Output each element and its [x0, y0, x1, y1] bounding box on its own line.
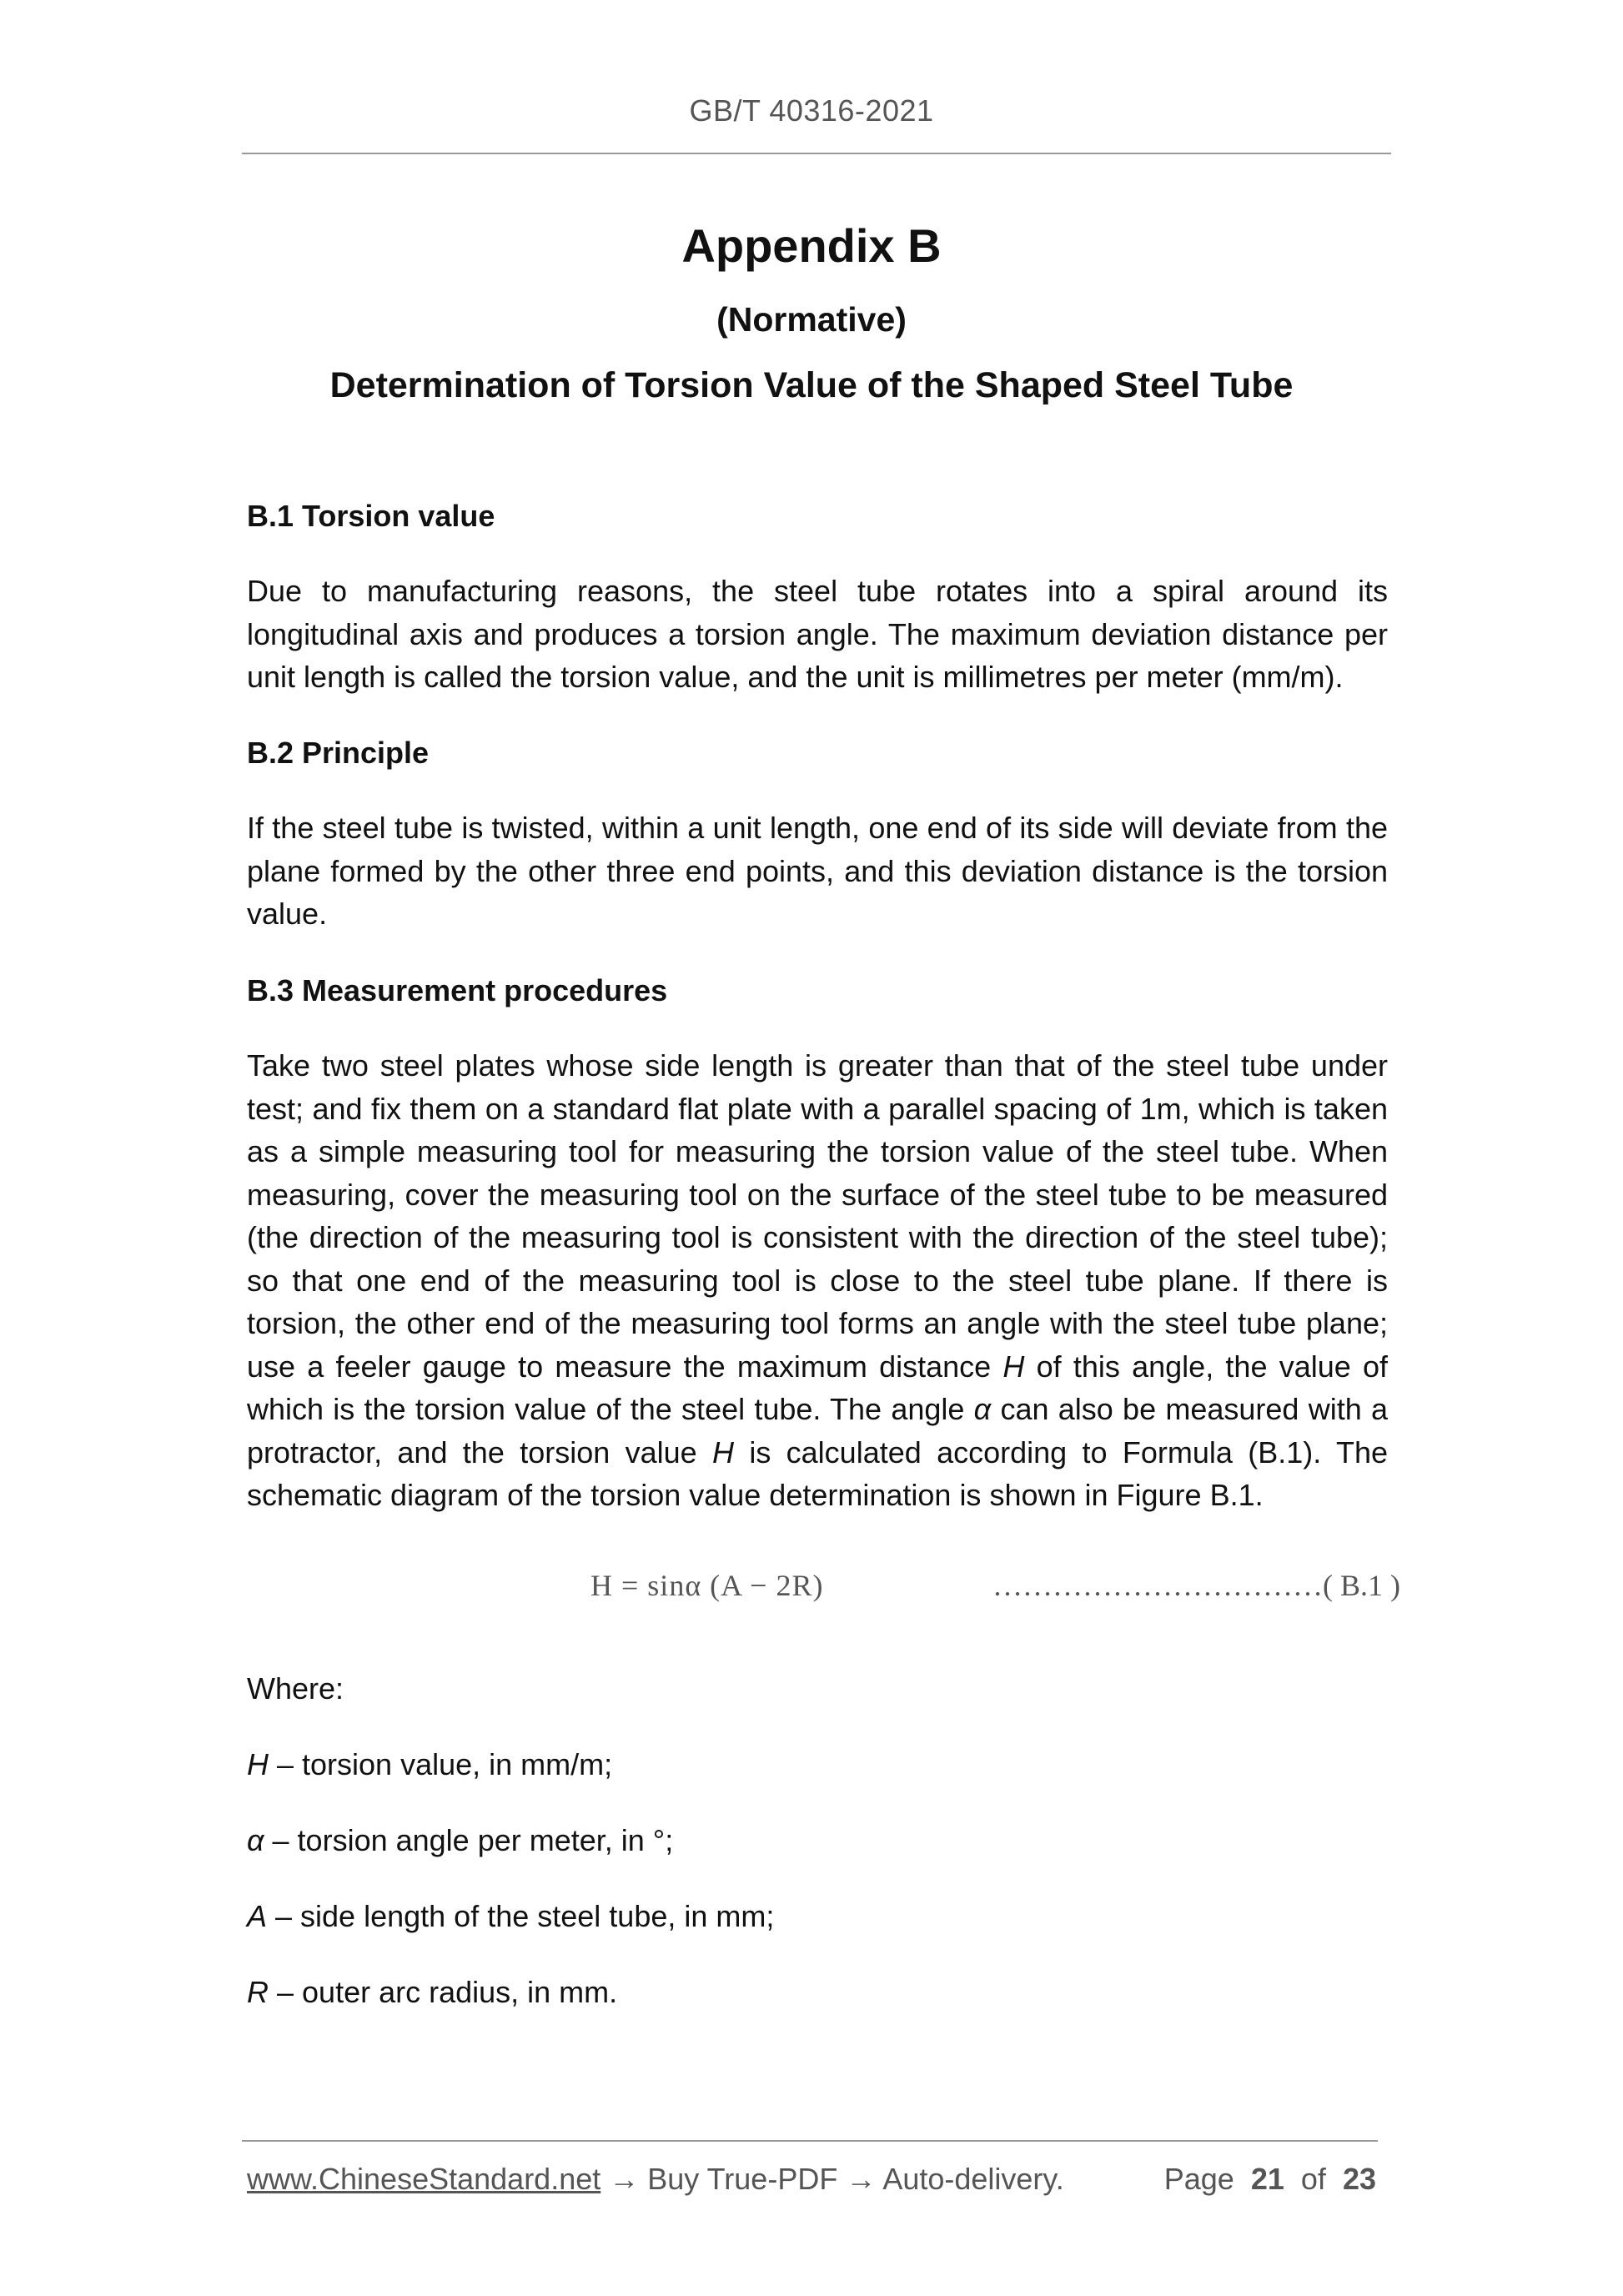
- variable-alpha: α: [973, 1392, 992, 1426]
- header-divider: [242, 153, 1391, 154]
- appendix-subject: Determination of Torsion Value of the Shaped Steel Tube: [329, 365, 1294, 405]
- where-symbol: A: [247, 1899, 268, 1933]
- where-symbol: α: [247, 1823, 264, 1857]
- variable-h: H: [711, 1434, 734, 1470]
- b3-text-part4: is calculated according to Formula (B.1). The schematic diagram of the torsion value determination is shown in Figure B.1.: [247, 1434, 1388, 1512]
- b3-text-part1: Take two steel plates whose side length is greater than that of the steel tube under test; and fix them on a standard flat plate with a parallel spacing of 1m, which is taken as a simple measuring tool for measuring the torsion value of the steel tube. When measuring, cover the measuring tool on the surface of the steel tube to be measured (the direction of the measuring tool is consistent with the direction of the steel tube); so that one end of the measuring tool is close to the steel tube plane. If there is torsion, the other end of the measuring tool forms an angle with the steel tube plane; use a feeler gauge to measure the maximum distance: [247, 1048, 1388, 1384]
- standard-code-header: GB/T 40316-2021: [689, 93, 934, 128]
- formula-leader-dots: ……………………………: [992, 1569, 1323, 1602]
- footer-tagline: → Buy True-PDF → Auto-delivery.: [600, 2162, 1064, 2196]
- formula-number: [992, 1568, 1400, 1603]
- where-intro: Where:: [247, 1671, 344, 1706]
- where-item: [247, 1747, 612, 1782]
- where-item: [247, 1823, 673, 1858]
- page-indicator: [1164, 2162, 1376, 2197]
- where-item: [247, 1975, 617, 2010]
- page-label: Page: [1163, 2162, 1234, 2196]
- where-description: – side length of the steel tube, in mm;: [267, 1899, 775, 1933]
- appendix-type: (Normative): [716, 300, 907, 339]
- website-link[interactable]: www.ChineseStandard.net: [247, 2162, 601, 2196]
- section-heading-b1: B.1 Torsion value: [247, 499, 495, 533]
- b3-text-part2: of this angle, the value of which is the torsion value of the steel tube. The angle: [247, 1349, 1388, 1426]
- where-description: – outer arc radius, in mm.: [269, 1975, 618, 2009]
- section-heading-b3: B.3 Measurement procedures: [247, 973, 668, 1007]
- variable-h: H: [1002, 1349, 1025, 1384]
- footer-left: [247, 2162, 1064, 2197]
- section-heading-b2: B.2 Principle: [247, 736, 430, 770]
- formula-label: ( B.1 ): [1323, 1569, 1400, 1602]
- page-total: 23: [1342, 2162, 1376, 2196]
- where-symbol: H: [247, 1747, 269, 1781]
- where-description: – torsion value, in mm/m;: [269, 1747, 613, 1781]
- where-description: – torsion angle per meter, in °;: [264, 1823, 674, 1857]
- page-current: 21: [1250, 2162, 1284, 2196]
- page-of-label: of: [1300, 2162, 1326, 2196]
- section-text-b1: Due to manufacturing reasons, the steel tube rotates into a spiral around its longitudinal axis and produces a torsion angle. The maximum deviation distance per unit length is called the torsion value, and the unit is millimetres per meter (mm/m).: [247, 574, 1388, 694]
- formula-expression: H = sinα (A − 2R): [590, 1569, 824, 1602]
- b3-text-part3: can also be measured with a protractor, and the torsion value: [247, 1392, 1388, 1470]
- where-item: [247, 1899, 774, 1934]
- footer-divider: [242, 2140, 1378, 2142]
- section-text-b2: If the steel tube is twisted, within a unit length, one end of its side will deviate from the plane formed by the other three end points, and this deviation distance is the torsion value.: [247, 811, 1388, 931]
- appendix-title: Appendix B: [681, 219, 942, 272]
- where-symbol: R: [247, 1975, 269, 2009]
- section-text-b3: [247, 1044, 1388, 1517]
